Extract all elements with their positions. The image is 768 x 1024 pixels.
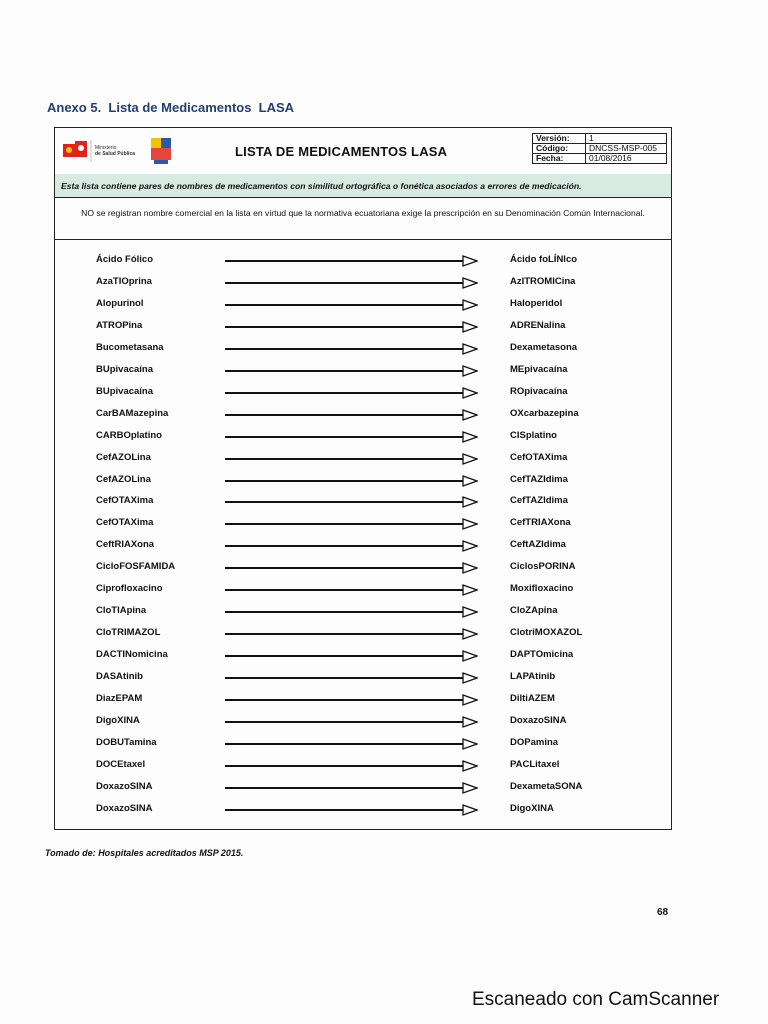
lasa-table-frame — [54, 127, 672, 830]
source-label: Tomado de: — [45, 848, 96, 858]
table-row — [55, 492, 671, 510]
arrow-right-icon — [225, 782, 478, 794]
version-row — [533, 134, 667, 144]
table-row — [55, 800, 671, 818]
drug-name-right: Dexametasona — [510, 341, 578, 353]
table-row — [55, 778, 671, 796]
arrow-right-icon — [225, 584, 478, 596]
logo-line-1: Ministerio — [95, 145, 117, 151]
arrow-right-icon — [225, 365, 478, 377]
drug-name-left: CloTRIMAZOL — [96, 627, 161, 639]
drug-name-left: DACTINomicina — [96, 649, 168, 661]
table-row — [55, 624, 671, 642]
drug-name-left: DigoXINA — [96, 714, 140, 726]
table-row — [55, 295, 671, 313]
drug-name-left: DOCEtaxel — [96, 758, 146, 770]
drug-name-left: BUpivacaína — [96, 385, 154, 397]
version-value: 1 — [586, 134, 667, 144]
drug-name-right: CloZApina — [510, 605, 558, 617]
arrow-right-icon — [225, 453, 478, 465]
source-text: Hospitales acreditados MSP 2015. — [98, 848, 244, 858]
drug-name-right: DoxazoSINA — [510, 714, 567, 726]
table-row — [55, 514, 671, 532]
notice-text: NO se registran nombre comercial en la lista en virtud que la normativa ecuatoriana exige la prescripción en su Denominación Común Internacional. — [55, 198, 671, 240]
drug-name-left: CefOTAXima — [96, 517, 154, 529]
arrow-right-icon — [225, 650, 478, 662]
drug-name-left: CARBOplatino — [96, 429, 162, 441]
drug-name-left: Alopurinol — [96, 297, 144, 309]
table-row — [55, 734, 671, 752]
drug-name-right: CiclosPORINA — [510, 561, 576, 573]
arrow-right-icon — [225, 343, 478, 355]
page-number: 68 — [657, 907, 669, 918]
version-key: Versión: — [533, 134, 586, 144]
drug-name-right: Ácido foLÍNIco — [510, 254, 578, 265]
arrow-right-icon — [225, 804, 478, 816]
drug-name-right: AzITROMICina — [510, 275, 576, 287]
table-row — [55, 273, 671, 291]
code-value: DNCSS-MSP-005 — [586, 144, 667, 154]
drug-name-left: CefAZOLina — [96, 473, 151, 485]
arrow-right-icon — [225, 672, 478, 684]
drug-name-right: CefTRIAXona — [510, 517, 571, 529]
arrow-right-icon — [225, 738, 478, 750]
arrow-right-icon — [225, 431, 478, 443]
drug-name-left: CicloFOSFAMIDA — [96, 561, 176, 573]
drug-name-right: CeftAZIdima — [510, 539, 566, 551]
drug-name-left: DoxazoSINA — [96, 802, 153, 814]
drug-name-right: ROpivacaína — [510, 385, 568, 397]
code-row — [533, 144, 667, 154]
drug-name-right: DexametaSONA — [510, 780, 583, 792]
drug-name-right: DiltiAZEM — [510, 693, 555, 704]
drug-name-left: CloTIApina — [96, 605, 147, 617]
arrow-right-icon — [225, 255, 478, 267]
drug-name-right: LAPAtinib — [510, 671, 556, 683]
code-key: Código: — [533, 144, 586, 154]
arrow-right-icon — [225, 540, 478, 552]
logos-group — [61, 134, 211, 168]
drug-name-left: BUpivacaína — [96, 363, 154, 375]
drug-name-left: CarBAMazepina — [96, 407, 169, 419]
logo-ministry-text — [95, 145, 135, 157]
table-row — [55, 712, 671, 730]
arrow-right-icon — [225, 387, 478, 399]
arrow-right-icon — [225, 628, 478, 640]
drug-name-right: OXcarbazepina — [510, 407, 579, 419]
version-box — [532, 133, 667, 164]
drug-name-right: MEpivacaína — [510, 363, 568, 375]
table-row — [55, 580, 671, 598]
date-value: 01/08/2016 — [586, 154, 667, 164]
arrow-right-icon — [225, 518, 478, 530]
table-row — [55, 383, 671, 401]
drug-name-right: PACLitaxel — [510, 758, 560, 770]
table-row — [55, 317, 671, 335]
drug-name-left: CefOTAXima — [96, 495, 154, 507]
drug-name-left: DOBUTamina — [96, 736, 157, 748]
table-row — [55, 339, 671, 357]
logo-line-2: de Salud Pública — [95, 151, 136, 157]
table-row — [55, 471, 671, 489]
drug-name-left: Bucometasana — [96, 341, 164, 353]
arrow-right-icon — [225, 409, 478, 421]
arrow-right-icon — [225, 299, 478, 311]
source-note — [45, 848, 243, 858]
arrow-right-icon — [225, 606, 478, 618]
drug-name-right: Haloperidol — [510, 297, 563, 309]
arrow-right-icon — [225, 475, 478, 487]
table-row — [55, 602, 671, 620]
drug-name-right: Moxifloxacino — [510, 583, 574, 595]
drug-name-left: Ácido Fólico — [96, 254, 153, 265]
drug-name-right: DigoXINA — [510, 802, 554, 814]
list-title: LISTA DE MEDICAMENTOS LASA — [235, 144, 448, 159]
arrow-right-icon — [225, 562, 478, 574]
table-row — [55, 449, 671, 467]
drug-name-right: CefTAZIdima — [510, 495, 568, 507]
date-row — [533, 154, 667, 164]
table-row — [55, 668, 671, 686]
table-row — [55, 361, 671, 379]
drug-name-left: DiazEPAM — [96, 693, 143, 704]
annex-title: Anexo 5. Lista de Medicamentos LASA — [47, 100, 295, 115]
scanner-watermark: Escaneado con CamScanner — [472, 989, 720, 1010]
drug-name-right: DAPTOmicina — [510, 649, 574, 661]
table-row — [55, 558, 671, 576]
date-key: Fecha: — [533, 154, 586, 164]
drug-name-left: ATROPina — [96, 319, 143, 331]
msp-logo-icon — [61, 134, 211, 168]
table-row — [55, 405, 671, 423]
arrow-right-icon — [225, 760, 478, 772]
arrow-right-icon — [225, 496, 478, 508]
table-row — [55, 251, 671, 269]
arrow-right-icon — [225, 277, 478, 289]
arrow-right-icon — [225, 321, 478, 333]
drug-name-left: DASAtinib — [96, 671, 143, 683]
table-row — [55, 756, 671, 774]
drug-name-left: CeftRIAXona — [96, 539, 155, 551]
drug-name-right: ClotriMOXAZOL — [510, 627, 583, 639]
drug-name-right: ADRENalina — [510, 319, 566, 331]
drug-name-right: CefOTAXima — [510, 451, 568, 463]
table-row — [55, 690, 671, 708]
table-row — [55, 427, 671, 445]
drug-name-left: CefAZOLina — [96, 451, 151, 463]
drug-name-left: DoxazoSINA — [96, 780, 153, 792]
drug-name-left: AzaTIOprina — [96, 275, 152, 287]
drug-name-left: Ciprofloxacino — [96, 583, 163, 595]
drug-name-right: CefTAZIdima — [510, 473, 568, 485]
drug-name-right: CISplatino — [510, 429, 557, 441]
info-banner: Esta lista contiene pares de nombres de medicamentos con similitud ortográfica o fonética asociados a errores de medicación. — [55, 174, 671, 198]
arrow-right-icon — [225, 716, 478, 728]
drug-name-right: DOPamina — [510, 736, 559, 748]
table-header — [55, 128, 671, 175]
arrow-right-icon — [225, 694, 478, 706]
table-row — [55, 646, 671, 664]
table-row — [55, 536, 671, 554]
